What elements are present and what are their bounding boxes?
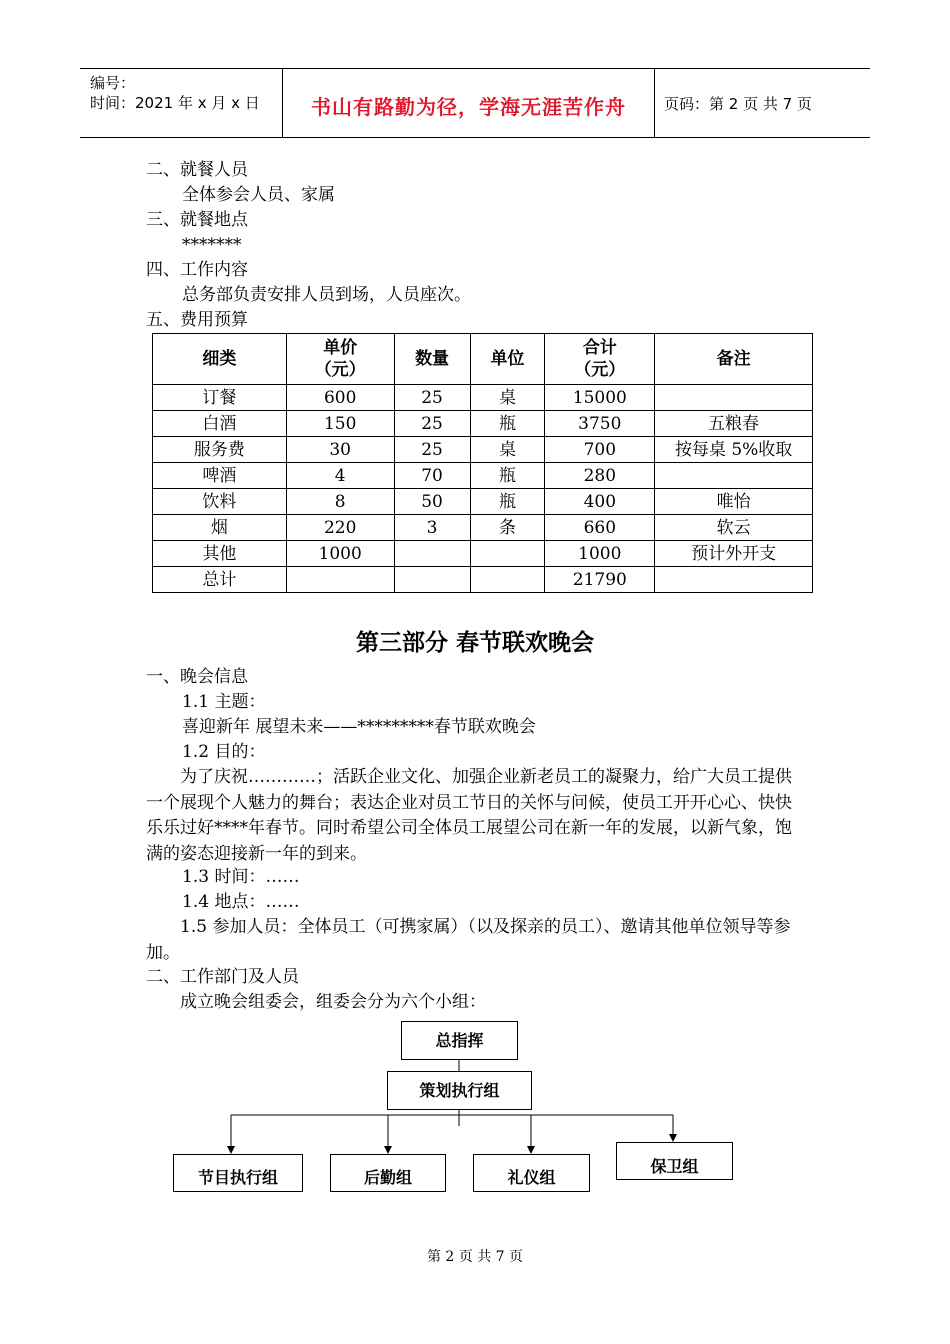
column-header-line: （元） [574,360,626,380]
table-cell: 700 [545,437,655,463]
table-cell: 按每桌 5%收取 [655,437,813,463]
table-cell: 25 [394,437,470,463]
table-cell: 70 [394,463,470,489]
org-node-group: 保卫组 [616,1142,733,1180]
table-cell: 桌 [470,437,545,463]
org-node-group: 后勤组 [330,1154,446,1192]
table-cell: 服务费 [153,437,287,463]
page-footer: 第 2 页 共 7 页 [426,1249,524,1265]
table-cell: 150 [286,411,394,437]
section-body: 成立晚会组委会，组委会分为六个小组： [180,992,486,1012]
org-node-group: 礼仪组 [473,1154,590,1192]
column-header: 备注 [655,334,813,385]
table-cell: 瓶 [470,489,545,515]
table-cell: 15000 [545,385,655,411]
header-page-info: 页码：第 2 页 共 7 页 [664,95,812,113]
part-title: 第三部分 春节联欢晚会 [355,630,594,656]
theme-text: 喜迎新年 展望未来——*********春节联欢晚会 [182,717,536,737]
table-cell: 600 [286,385,394,411]
table-cell: 8 [286,489,394,515]
subsection-label: 1.1 主题： [182,692,266,712]
table-cell: 50 [394,489,470,515]
table-cell: 25 [394,411,470,437]
table-cell: 条 [470,515,545,541]
column-header: 单位 [470,334,545,385]
section-heading: 三、就餐地点 [146,210,248,230]
section-heading: 一、晚会信息 [146,667,248,687]
table-cell: 饮料 [153,489,287,515]
section-heading: 二、就餐人员 [146,160,248,180]
table-cell: 总计 [153,567,287,593]
table-cell: 660 [545,515,655,541]
column-header: 细类 [153,334,287,385]
document-number-label: 编号： [90,74,136,92]
table-cell: 瓶 [470,463,545,489]
table-cell: 3750 [545,411,655,437]
org-node-planning: 策划执行组 [387,1071,532,1110]
org-node-commander: 总指挥 [401,1021,518,1060]
place-line: 1.4 地点：…… [182,892,300,912]
column-header-line: （元） [314,360,366,380]
column-header-line: 单价 [323,338,358,358]
participants-paragraph: 1.5 参加人员：全体员工（可携家属）（以及探亲的员工）、邀请其他单位领导等参加。 [146,917,791,963]
section-heading: 四、工作内容 [146,260,248,280]
section-body: 全体参会人员、家属 [182,185,335,205]
table-cell: 啤酒 [153,463,287,489]
subsection-label: 1.2 目的： [182,742,266,762]
header-motto: 书山有路勤为径，学海无涯苦作舟 [311,95,626,119]
section-heading: 五、费用预算 [146,310,248,330]
table-cell: 25 [394,385,470,411]
table-cell: 五粮春 [655,411,813,437]
table-cell: 瓶 [470,411,545,437]
purpose-paragraph: 为了庆祝…………；活跃企业文化、加强企业新老员工的凝聚力，给广大员工提供一个展现个人魅力的舞台；表达企业对员工节日的关怀与问候，使员工开开心心、快快乐乐过好****年春节。同时希望公司全体员工展望公司在新一年的发展，以新气象，饱满的姿态迎接新一年的到来。 [146,767,792,864]
table-cell: 软云 [655,515,813,541]
table-cell: 预计外开支 [655,541,813,567]
table-cell: 4 [286,463,394,489]
table-cell: 220 [286,515,394,541]
table-cell: 3 [394,515,470,541]
table-cell: 唯怡 [655,489,813,515]
column-header: 数量 [394,334,470,385]
table-cell: 1000 [545,541,655,567]
table-cell: 21790 [545,567,655,593]
table-cell: 桌 [470,385,545,411]
table-cell: 400 [545,489,655,515]
section-body: ******* [182,235,242,255]
section-body: 总务部负责安排人员到场，人员座次。 [182,285,471,305]
section-heading: 二、工作部门及人员 [146,967,299,987]
table-cell: 30 [286,437,394,463]
table-cell: 其他 [153,541,287,567]
table-cell: 订餐 [153,385,287,411]
table-cell: 烟 [153,515,287,541]
document-time-label: 时间：2021 年 x 月 x 日 [90,94,260,112]
table-cell: 白酒 [153,411,287,437]
time-line: 1.3 时间：…… [182,867,300,887]
table-cell: 1000 [286,541,394,567]
table-cell: 280 [545,463,655,489]
org-node-group: 节目执行组 [173,1154,303,1192]
column-header-line: 合计 [582,338,617,358]
